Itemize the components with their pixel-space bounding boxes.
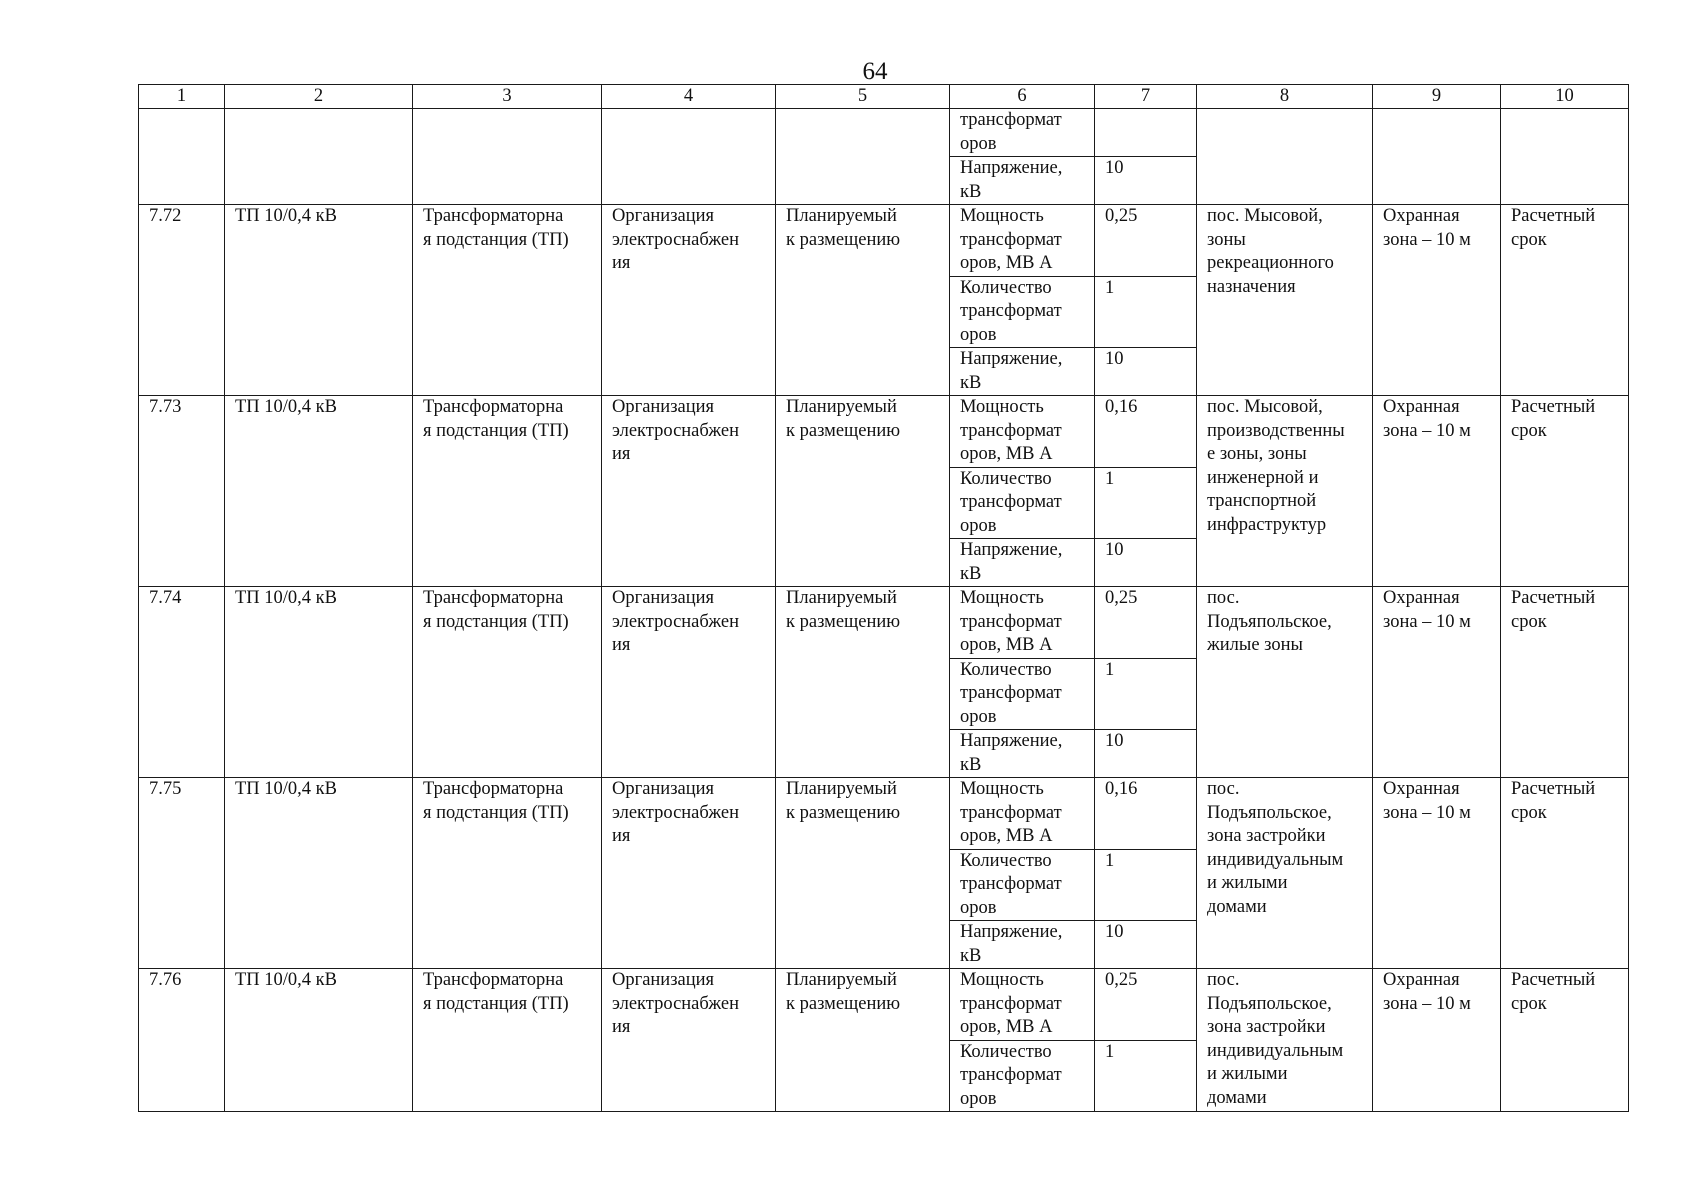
entry-name: ТП 10/0,4 кВ xyxy=(225,778,413,969)
column-header: 1 xyxy=(139,85,225,109)
empty-cell xyxy=(225,109,413,205)
param-name: Напряжение, кВ xyxy=(950,730,1095,778)
column-header: 9 xyxy=(1373,85,1501,109)
empty-cell xyxy=(1197,109,1373,205)
param-name: Мощность трансформат оров, МВ А xyxy=(950,778,1095,850)
param-value: 0,16 xyxy=(1095,778,1197,850)
facilities-table xyxy=(138,84,1629,1112)
entry-purpose: Организация электроснабжен ия xyxy=(602,205,776,396)
table-row xyxy=(139,587,1629,659)
entry-number: 7.73 xyxy=(139,396,225,587)
param-name: Количество трансформат оров xyxy=(950,849,1095,921)
entry-status: Планируемый к размещению xyxy=(776,778,950,969)
param-name: Мощность трансформат оров, МВ А xyxy=(950,969,1095,1041)
entry-term: Расчетный срок xyxy=(1501,778,1629,969)
entry-purpose: Организация электроснабжен ия xyxy=(602,396,776,587)
entry-term: Расчетный срок xyxy=(1501,969,1629,1112)
param-name: трансформат оров xyxy=(950,109,1095,157)
param-name: Количество трансформат оров xyxy=(950,658,1095,730)
entry-number: 7.74 xyxy=(139,587,225,778)
entry-location: пос. Подъяпольское, жилые зоны xyxy=(1197,587,1373,778)
entry-number: 7.72 xyxy=(139,205,225,396)
table-row xyxy=(139,109,1629,157)
table-row xyxy=(139,396,1629,468)
entry-type: Трансформаторна я подстанция (ТП) xyxy=(413,778,602,969)
param-value: 10 xyxy=(1095,539,1197,587)
param-name: Напряжение, кВ xyxy=(950,348,1095,396)
param-name: Количество трансформат оров xyxy=(950,1040,1095,1112)
column-header: 8 xyxy=(1197,85,1373,109)
entry-term: Расчетный срок xyxy=(1501,396,1629,587)
entry-name: ТП 10/0,4 кВ xyxy=(225,396,413,587)
column-header: 6 xyxy=(950,85,1095,109)
param-value xyxy=(1095,109,1197,157)
entry-status: Планируемый к размещению xyxy=(776,969,950,1112)
param-value: 1 xyxy=(1095,467,1197,539)
param-name: Напряжение, кВ xyxy=(950,157,1095,205)
entry-name: ТП 10/0,4 кВ xyxy=(225,205,413,396)
empty-cell xyxy=(602,109,776,205)
column-header: 10 xyxy=(1501,85,1629,109)
table-row xyxy=(139,969,1629,1041)
entry-term: Расчетный срок xyxy=(1501,587,1629,778)
empty-cell xyxy=(1373,109,1501,205)
entry-purpose: Организация электроснабжен ия xyxy=(602,587,776,778)
entry-zone: Охранная зона – 10 м xyxy=(1373,778,1501,969)
entry-number: 7.75 xyxy=(139,778,225,969)
entry-zone: Охранная зона – 10 м xyxy=(1373,205,1501,396)
param-value: 1 xyxy=(1095,276,1197,348)
empty-cell xyxy=(413,109,602,205)
param-value: 0,16 xyxy=(1095,396,1197,468)
entry-name: ТП 10/0,4 кВ xyxy=(225,969,413,1112)
entry-number: 7.76 xyxy=(139,969,225,1112)
param-name: Количество трансформат оров xyxy=(950,467,1095,539)
entry-purpose: Организация электроснабжен ия xyxy=(602,969,776,1112)
column-header: 3 xyxy=(413,85,602,109)
param-value: 0,25 xyxy=(1095,969,1197,1041)
entry-name: ТП 10/0,4 кВ xyxy=(225,587,413,778)
empty-cell xyxy=(776,109,950,205)
entry-zone: Охранная зона – 10 м xyxy=(1373,969,1501,1112)
entry-status: Планируемый к размещению xyxy=(776,396,950,587)
param-name: Количество трансформат оров xyxy=(950,276,1095,348)
empty-cell xyxy=(1501,109,1629,205)
param-value: 0,25 xyxy=(1095,587,1197,659)
param-value: 1 xyxy=(1095,1040,1197,1112)
entry-purpose: Организация электроснабжен ия xyxy=(602,778,776,969)
entry-type: Трансформаторна я подстанция (ТП) xyxy=(413,587,602,778)
param-name: Мощность трансформат оров, МВ А xyxy=(950,205,1095,277)
entry-type: Трансформаторна я подстанция (ТП) xyxy=(413,969,602,1112)
entry-term: Расчетный срок xyxy=(1501,205,1629,396)
entry-location: пос. Подъяпольское, зона застройки индивидуальным и жилыми домами xyxy=(1197,778,1373,969)
entry-location: пос. Мысовой, зоны рекреационного назначения xyxy=(1197,205,1373,396)
entry-location: пос. Подъяпольское, зона застройки индивидуальным и жилыми домами xyxy=(1197,969,1373,1112)
column-header: 5 xyxy=(776,85,950,109)
table-header-row xyxy=(139,85,1629,109)
param-name: Мощность трансформат оров, МВ А xyxy=(950,396,1095,468)
entry-status: Планируемый к размещению xyxy=(776,587,950,778)
empty-cell xyxy=(139,109,225,205)
entry-zone: Охранная зона – 10 м xyxy=(1373,587,1501,778)
param-value: 1 xyxy=(1095,849,1197,921)
column-header: 7 xyxy=(1095,85,1197,109)
param-name: Напряжение, кВ xyxy=(950,921,1095,969)
column-header: 2 xyxy=(225,85,413,109)
entry-location: пос. Мысовой, производственны е зоны, зоны инженерной и транспортной инфраструктур xyxy=(1197,396,1373,587)
param-value: 10 xyxy=(1095,157,1197,205)
page-number: 64 xyxy=(862,58,888,85)
param-value: 10 xyxy=(1095,730,1197,778)
entry-zone: Охранная зона – 10 м xyxy=(1373,396,1501,587)
param-value: 10 xyxy=(1095,921,1197,969)
entry-type: Трансформаторна я подстанция (ТП) xyxy=(413,205,602,396)
table-row xyxy=(139,205,1629,277)
table-row xyxy=(139,778,1629,850)
param-value: 1 xyxy=(1095,658,1197,730)
param-name: Мощность трансформат оров, МВ А xyxy=(950,587,1095,659)
param-value: 0,25 xyxy=(1095,205,1197,277)
entry-status: Планируемый к размещению xyxy=(776,205,950,396)
param-name: Напряжение, кВ xyxy=(950,539,1095,587)
param-value: 10 xyxy=(1095,348,1197,396)
column-header: 4 xyxy=(602,85,776,109)
entry-type: Трансформаторна я подстанция (ТП) xyxy=(413,396,602,587)
